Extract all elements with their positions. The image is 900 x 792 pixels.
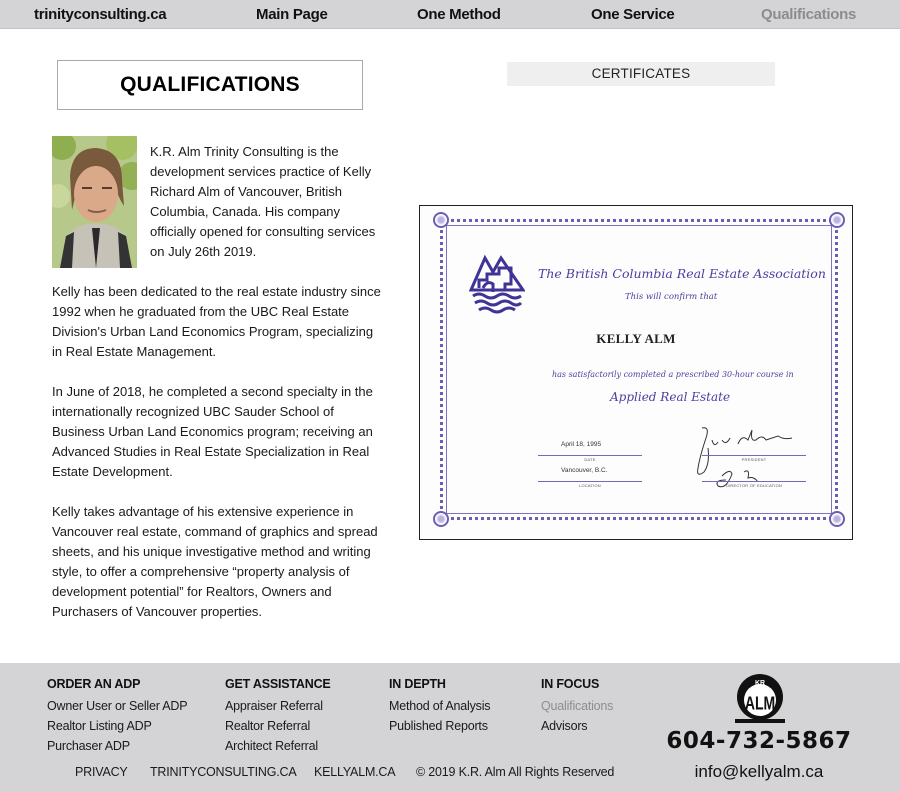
certificate-recipient: KELLY ALM — [596, 331, 676, 346]
footer-link-architect-referral[interactable]: Architect Referral — [225, 739, 318, 753]
footer-link-owner-user-seller-adp[interactable]: Owner User or Seller ADP — [47, 699, 188, 713]
certificate-course: Applied Real Estate — [610, 390, 731, 404]
nav-qualifications[interactable]: Qualifications — [761, 6, 856, 23]
kr-alm-logo — [733, 673, 787, 725]
page-title: QUALIFICATIONS — [120, 73, 300, 96]
certificate-image — [419, 205, 853, 540]
location-caption: LOCATION — [579, 483, 601, 488]
president-caption: PRESIDENT — [741, 457, 767, 462]
certificate-completion-text: has satisfactorily completed a prescribed 30-hour course in — [552, 370, 794, 379]
footer-privacy-link[interactable]: PRIVACY — [75, 765, 128, 779]
footer-link-purchaser-adp[interactable]: Purchaser ADP — [47, 739, 130, 753]
bcrea-logo-icon — [469, 254, 525, 314]
certificate-date: April 18, 1995 — [561, 441, 602, 448]
corner-ornament-icon — [829, 511, 845, 527]
footer-copyright: © 2019 K.R. Alm All Rights Reserved — [416, 765, 615, 779]
footer-column-assistance — [225, 676, 331, 756]
footer-link-qualifications[interactable]: Qualifications — [541, 699, 614, 713]
certificate-location: Vancouver, B.C. — [561, 467, 608, 474]
certificate-confirm-text: This will confirm that — [625, 292, 718, 302]
nav-one-service[interactable]: One Service — [591, 6, 675, 23]
portrait-photo — [52, 136, 137, 268]
certificates-heading: CERTIFICATES — [507, 62, 775, 86]
footer-column-in-focus — [541, 676, 613, 736]
footer-heading: GET ASSISTANCE — [225, 677, 331, 691]
footer-link-method-of-analysis[interactable]: Method of Analysis — [389, 699, 491, 713]
footer-link-realtor-listing-adp[interactable]: Realtor Listing ADP — [47, 719, 152, 733]
corner-ornament-icon — [433, 212, 449, 228]
footer-heading: IN DEPTH — [389, 677, 446, 691]
footer-link-published-reports[interactable]: Published Reports — [389, 719, 488, 733]
svg-text:ALM: ALM — [744, 692, 776, 714]
corner-ornament-icon — [829, 212, 845, 228]
footer-link-advisors[interactable]: Advisors — [541, 719, 588, 733]
body-paragraph-1: Kelly has been dedicated to the real estate industry since 1992 when he graduated from the UBC Real Estate Division's Urban Land Economics Program, specializing in Real Estate Management. — [52, 284, 381, 359]
footer-link-appraiser-referral[interactable]: Appraiser Referral — [225, 699, 323, 713]
page-title-box — [57, 60, 363, 110]
nav-site-link[interactable]: trinityconsulting.ca — [34, 6, 167, 23]
footer-heading: ORDER AN ADP — [47, 677, 141, 691]
body-paragraph-2: In June of 2018, he completed a second specialty in the internationally recognized UBC Sauder School of Business Urban Land Economics program; receiving an Advanced Studies in Real Estate Specialization in Real Estate Development. — [52, 384, 373, 479]
intro-paragraph: K.R. Alm Trinity Consulting is the development services practice of Kelly Richard Alm of Vancouver, British Columbia, Canada. His company officially opened for consulting services on July 26th 2019. — [150, 144, 376, 259]
footer-heading: IN FOCUS — [541, 677, 600, 691]
top-navigation — [0, 0, 900, 29]
footer-link-realtor-referral[interactable]: Realtor Referral — [225, 719, 311, 733]
svg-text:KR: KR — [754, 680, 766, 687]
footer-kellyalm-link[interactable]: KELLYALM.CA — [314, 765, 396, 779]
nav-main-page[interactable]: Main Page — [256, 6, 328, 23]
date-caption: DATE — [584, 457, 596, 462]
nav-one-method[interactable]: One Method — [417, 6, 501, 23]
contact-phone[interactable]: 604-732-5867 — [666, 728, 852, 754]
corner-ornament-icon — [433, 511, 449, 527]
certificate-organization: The British Columbia Real Estate Association — [538, 266, 826, 281]
footer-trinityconsulting-link[interactable]: TRINITYCONSULTING.CA — [150, 765, 297, 779]
body-paragraph-3: Kelly takes advantage of his extensive experience in Vancouver real estate, command of graphics and spread sheets, and his unique investigative method and writing style, to offer a comprehensive “property analysis of development potential” for Realtors, Owners and Purchasers of Vancouver properties. — [52, 504, 378, 619]
footer-column-order — [47, 676, 187, 756]
director-caption: DIRECTOR OF EDUCATION — [725, 483, 783, 488]
contact-email[interactable]: info@kellyalm.ca — [694, 762, 824, 781]
footer-column-in-depth — [389, 676, 490, 736]
